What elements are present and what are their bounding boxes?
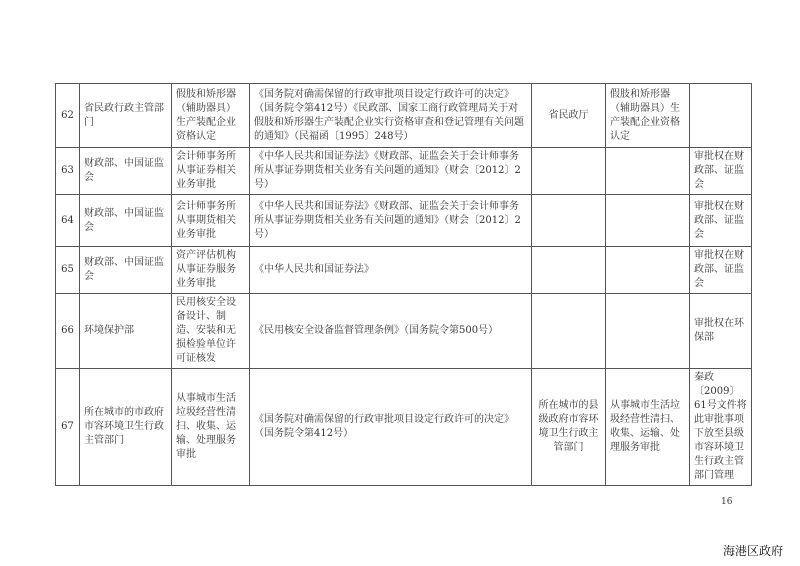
local-item-cell bbox=[606, 148, 690, 195]
department-cell: 财政部、中国证监会 bbox=[80, 148, 172, 195]
row-number: 66 bbox=[56, 294, 80, 369]
footer-source: 海港区政府 bbox=[723, 544, 784, 558]
item-cell: 假肢和矫形器（辅助器具）生产装配企业资格认定 bbox=[172, 84, 250, 148]
basis-cell: 《中华人民共和国证券法》 bbox=[250, 247, 532, 294]
page-number: 16 bbox=[721, 497, 733, 507]
table-row bbox=[56, 247, 752, 294]
item-cell: 会计师事务所从事证券相关业务审批 bbox=[172, 148, 250, 195]
item-cell: 会计师事务所从事期货相关业务审批 bbox=[172, 195, 250, 247]
note-cell: 审批权在财政部、证监会 bbox=[690, 195, 752, 247]
department-cell: 财政部、中国证监会 bbox=[80, 247, 172, 294]
local-item-cell: 从事城市生活垃圾经营性清扫、收集、运输、处理服务审批 bbox=[606, 369, 690, 486]
local-item-cell: 假肢和矫形器（辅助器具）生产装配企业资格认定 bbox=[606, 84, 690, 148]
note-cell: 审批权在环保部 bbox=[690, 294, 752, 369]
department-cell: 财政部、中国证监会 bbox=[80, 195, 172, 247]
note-cell: 审批权在财政部、证监会 bbox=[690, 247, 752, 294]
table-row bbox=[56, 369, 752, 486]
row-number: 63 bbox=[56, 148, 80, 195]
table-row bbox=[56, 195, 752, 247]
local-item-cell bbox=[606, 247, 690, 294]
table-row bbox=[56, 84, 752, 148]
note-cell: 秦政〔2009〕61号文件将此审批事项下放至县级市容环境卫生行政主管部门管理 bbox=[690, 369, 752, 486]
note-cell bbox=[690, 84, 752, 148]
item-cell: 从事城市生活垃圾经营性清扫、收集、运输、处理服务审批 bbox=[172, 369, 250, 486]
department-cell: 所在城市的市政府市容环境卫生行政主管部门 bbox=[80, 369, 172, 486]
row-number: 64 bbox=[56, 195, 80, 247]
row-number: 65 bbox=[56, 247, 80, 294]
local-item-cell bbox=[606, 195, 690, 247]
basis-cell: 《国务院对确需保留的行政审批项目设定行政许可的决定》（国务院令第412号）《民政部、国家工商行政管理局关于对假肢和矫形器生产装配企业实行资格审查和登记管理有关问题的通知》（民福函〔1995〕248号） bbox=[250, 84, 532, 148]
department-cell: 环境保护部 bbox=[80, 294, 172, 369]
basis-cell: 《国务院对确需保留的行政审批项目设定行政许可的决定》（国务院令第412号） bbox=[250, 369, 532, 486]
item-cell: 民用核安全设备设计、制造、安装和无损检验单位许可证核发 bbox=[172, 294, 250, 369]
implementing-dept-cell: 所在城市的县级政府市容环境卫生行政主管部门 bbox=[532, 369, 606, 486]
row-number: 62 bbox=[56, 84, 80, 148]
implementing-dept-cell bbox=[532, 247, 606, 294]
basis-cell: 《中华人民共和国证券法》《财政部、证监会关于会计师事务所从事证券期货相关业务有关问题的通知》（财会〔2012〕2号） bbox=[250, 148, 532, 195]
department-cell: 省民政行政主管部门 bbox=[80, 84, 172, 148]
row-number: 67 bbox=[56, 369, 80, 486]
table-row bbox=[56, 148, 752, 195]
note-cell: 审批权在财政部、证监会 bbox=[690, 148, 752, 195]
table-row bbox=[56, 294, 752, 369]
basis-cell: 《中华人民共和国证券法》《财政部、证监会关于会计师事务所从事证券期货相关业务有关问题的通知》（财会〔2012〕2号） bbox=[250, 195, 532, 247]
implementing-dept-cell bbox=[532, 294, 606, 369]
approval-items-table bbox=[55, 83, 752, 486]
item-cell: 资产评估机构从事证券服务业务审批 bbox=[172, 247, 250, 294]
basis-cell: 《民用核安全设备监督管理条例》（国务院令第500号） bbox=[250, 294, 532, 369]
implementing-dept-cell bbox=[532, 148, 606, 195]
local-item-cell bbox=[606, 294, 690, 369]
implementing-dept-cell bbox=[532, 195, 606, 247]
implementing-dept-cell: 省民政厅 bbox=[532, 84, 606, 148]
